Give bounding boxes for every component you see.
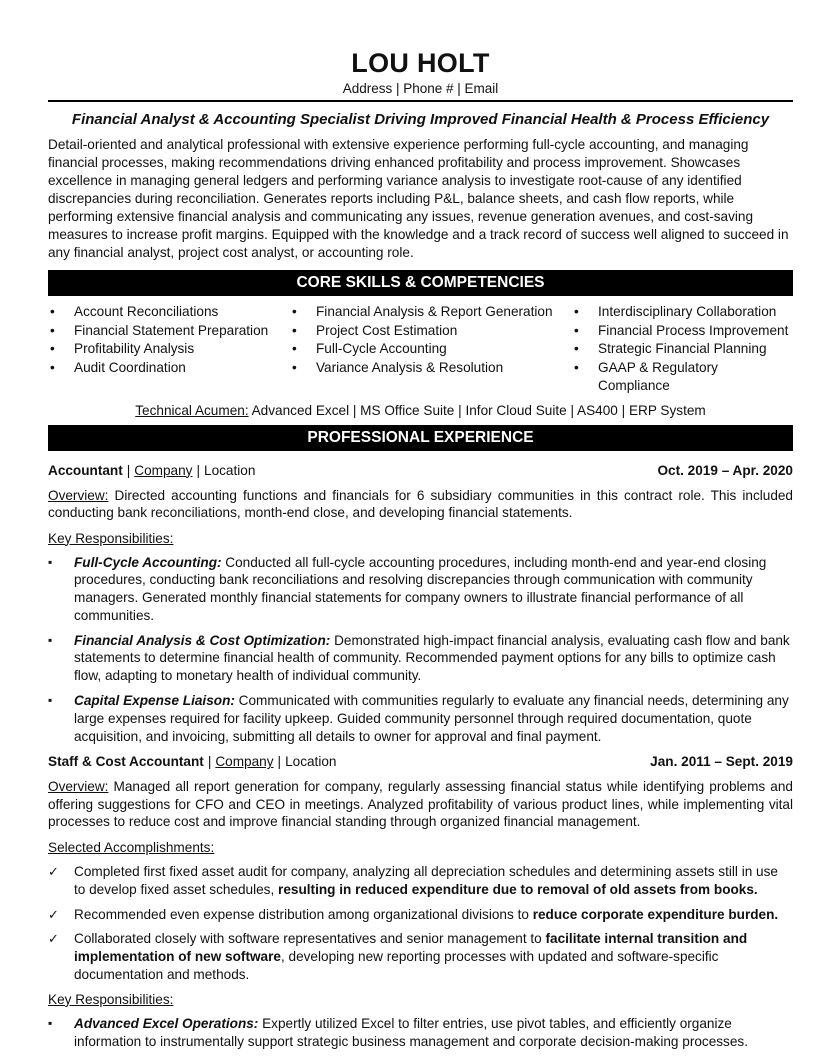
job-overview bbox=[48, 487, 793, 522]
skill-item: • Variance Analysis & Resolution bbox=[290, 359, 572, 378]
job-dates: Jan. 2011 – Sept. 2019 bbox=[650, 754, 793, 770]
accomplishments-label: Selected Accomplishments: bbox=[48, 839, 215, 855]
company-name: Company bbox=[215, 754, 274, 770]
responsibility-text: Communicated with communities regularly to evaluate any financial needs, determining any large expenses required for facility upkeep. Guided community personnel through required documentation, quote acquisition, and invoicing, submitting all details to owner for approval and final payment. bbox=[74, 693, 789, 744]
accomplishment-item bbox=[48, 930, 793, 983]
responsibility-text: Expertly utilized Excel to filter entries, use pivot tables, and efficiently organize information to instrumentally support strategic business management and corporate decision-making processes. bbox=[74, 1015, 748, 1049]
headline-tagline: Financial Analyst & Accounting Specialist Driving Improved Financial Health & Process Efficiency bbox=[71, 111, 770, 128]
company-name: Company bbox=[134, 462, 193, 478]
skill-item: • Audit Coordination bbox=[48, 359, 290, 378]
skill-item: • Project Cost Estimation bbox=[290, 322, 572, 341]
responsibility-text: Demonstrated high-impact financial analysis, evaluating cash flow and bank statements to determine financial health of community. Recommended payment options for any bills to optimize cash flow, adapting to monetary health of individual community. bbox=[74, 632, 790, 684]
resume-page bbox=[48, 0, 793, 1057]
skill-item: • Full-Cycle Accounting bbox=[290, 340, 572, 359]
section-heading-skills: CORE SKILLS & COMPETENCIES bbox=[48, 270, 793, 296]
contact-line: Address | Phone # | Email bbox=[342, 81, 499, 96]
responsibilities-list bbox=[48, 554, 793, 746]
job-title-line: Accountant | Company | Location bbox=[48, 462, 256, 478]
responsibility-item bbox=[48, 1015, 793, 1051]
skill-item: • GAAP & Regulatory Compliance bbox=[572, 359, 793, 396]
overview-text: Directed accounting functions and financials for 6 subsidiary communities in this contract role. This included conducting bank reconciliations, month-end close, and developing financial statements. bbox=[48, 487, 793, 520]
responsibility-item bbox=[48, 692, 793, 745]
job-title: Staff & Cost Accountant bbox=[48, 754, 204, 770]
job-dates: Oct. 2019 – Apr. 2020 bbox=[657, 462, 793, 478]
accomplishments-list bbox=[48, 863, 793, 984]
skill-item: • Strategic Financial Planning bbox=[572, 340, 793, 359]
responsibility-text: Conducted all full-cycle accounting procedures, including month-end and year-end closing procedures, conducting bank reconciliations and resolving discrepancies through communication with community managers. Generated monthly financial statements for company owners to illustrate financial performance of all communities. bbox=[74, 554, 767, 623]
job-location: Location bbox=[285, 754, 337, 770]
overview-label: Overview: bbox=[48, 779, 109, 795]
overview-text: Managed all report generation for company, regularly assessing financial status while identifying problems and offering suggestions for CFO and CEO in meetings. Analyzed profitability of various product lines, while implementing vital processes to reduce cost and improve financial standing through organized financial management. bbox=[48, 779, 793, 830]
job-title: Accountant bbox=[48, 462, 123, 478]
professional-summary: Detail-oriented and analytical professional with extensive experience performing full-cycle accounting, and managing financial processes, making recommendations driving enhanced profitability and process improvement. Showcases excellence in managing general ledgers and performing variance analysis to investigate root-cause of any identified discrepancies during reconciliation. Generates reports including P&L, balance sheets, and cash flow reports, while performing extensive financial analysis and communicating any issues, revenue generation avenues, and cost-saving measures to increase profit margins. Equipped with the knowledge and a track record of success well aligned to succeed in any financial analyst, project cost analyst, or accounting role. bbox=[48, 137, 789, 260]
skills-column-3 bbox=[572, 303, 793, 396]
responsibility-lead: Capital Expense Liaison: bbox=[74, 693, 235, 709]
skill-item: • Financial Process Improvement bbox=[572, 322, 793, 341]
skill-item: • Profitability Analysis bbox=[48, 340, 290, 359]
header-divider bbox=[48, 100, 793, 102]
accomplishment-item bbox=[48, 863, 793, 899]
accomplishment-item bbox=[48, 906, 793, 924]
job-header bbox=[48, 753, 793, 771]
accomplishment-highlight: reduce corporate expenditure burden. bbox=[532, 906, 779, 922]
responsibility-item bbox=[48, 632, 793, 685]
overview-label: Overview: bbox=[48, 487, 109, 503]
technical-acumen-value: Advanced Excel | MS Office Suite | Infor Cloud Suite | AS400 | ERP System bbox=[248, 402, 706, 418]
accomplishment-highlight: facilitate internal transition and implementation of new software bbox=[74, 931, 748, 965]
responsibility-lead: Full-Cycle Accounting: bbox=[74, 554, 222, 570]
job-title-line: Staff & Cost Accountant | Company | Location bbox=[48, 754, 337, 770]
candidate-name: LOU HOLT bbox=[351, 48, 490, 78]
skill-item: • Interdisciplinary Collaboration bbox=[572, 303, 793, 322]
job-header bbox=[48, 462, 793, 480]
responsibilities-label: Key Responsibilities: bbox=[48, 530, 174, 546]
skill-item: • Account Reconciliations bbox=[48, 303, 290, 322]
accomplishment-text: Collaborated closely with software representatives and senior management to bbox=[74, 931, 546, 947]
skill-item: • Financial Statement Preparation bbox=[48, 322, 290, 341]
skills-column-1 bbox=[48, 303, 290, 396]
section-heading-experience: PROFESSIONAL EXPERIENCE bbox=[48, 425, 793, 451]
responsibilities-list bbox=[48, 1015, 793, 1051]
job-overview bbox=[48, 778, 793, 831]
job-location: Location bbox=[204, 462, 256, 478]
responsibility-lead: Financial Analysis & Cost Optimization: bbox=[74, 632, 331, 648]
accomplishment-highlight: resulting in reduced expenditure due to removal of old assets from books. bbox=[278, 881, 758, 897]
skill-item: • Financial Analysis & Report Generation bbox=[290, 303, 572, 322]
accomplishment-text: Recommended even expense distribution among organizational divisions to bbox=[74, 906, 533, 922]
technical-acumen-label: Technical Acumen: bbox=[135, 402, 249, 418]
responsibility-item bbox=[48, 554, 793, 625]
skills-column-2 bbox=[290, 303, 572, 396]
skills-grid bbox=[48, 303, 793, 396]
accomplishment-text: Completed first fixed asset audit for company, analyzing all depreciation schedules and determining assets still in use to develop fixed asset schedules, bbox=[74, 863, 778, 897]
responsibilities-label: Key Responsibilities: bbox=[48, 991, 174, 1007]
accomplishment-text-end: , developing new reporting processes with updated and software-specific documentation and methods. bbox=[74, 949, 719, 982]
responsibility-lead: Advanced Excel Operations: bbox=[74, 1015, 259, 1031]
technical-acumen bbox=[48, 402, 793, 420]
